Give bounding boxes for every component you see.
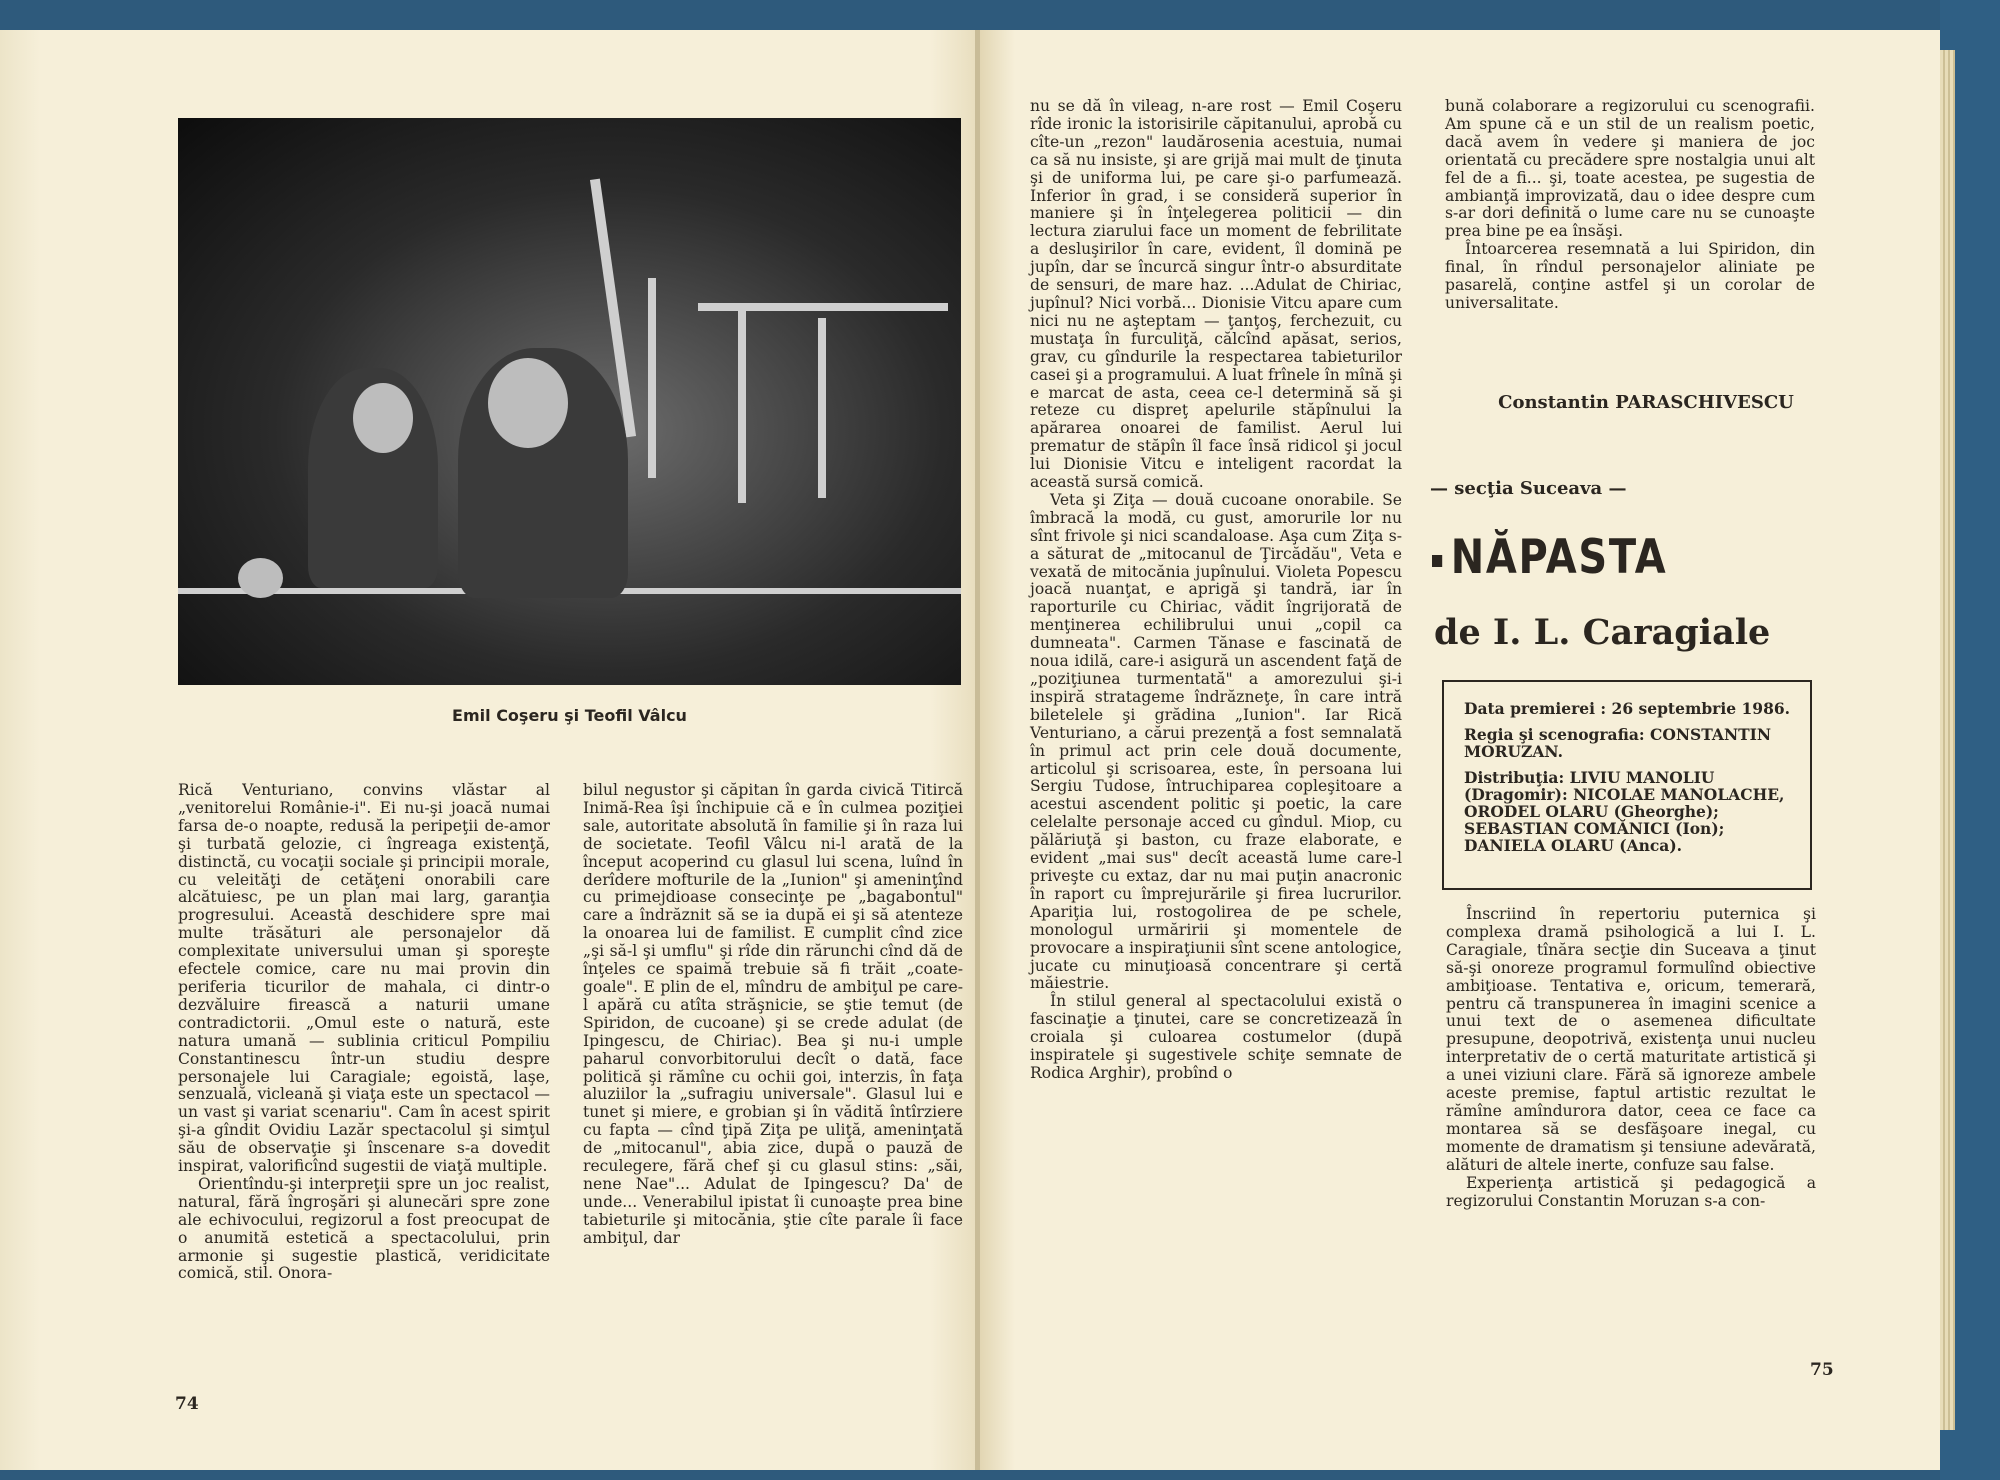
premiere-date: Data premierei : 26 septembrie 1986. — [1464, 699, 1791, 718]
paragraph: Înscriind în repertoriu puternica şi complexa dramă psihologică a lui I. L. Caragiale, tînăra secţie din Suceava a ţinut să-şi onoreze programul formulînd obiective ambiţioase. Tentativa e, oricum, temerară, pentru că transpunerea în imagini scenice a unui text de o asemenea dificultate presupune, deopotrivă, existenţa unui nucleu interpretativ de o certă maturitate artistică şi a unei viziuni clare. Fără să ignoreze ambele aceste premise, faptul artistic rezultat le rămîne amîndurora dator, ceea ce face ca montarea să se desfăşoare inegal, cu momente de dramatism şi tensiune adevărată, alături de altele inerte, confuze sau false. — [1446, 905, 1816, 1174]
play-author: de I. L. Caragiale — [1434, 612, 1771, 653]
paragraph: Rică Venturiano, convins vlăstar al „venitorelui Românie‑i". Ei nu-şi joacă numai farsa de-o noapte, redusă la peripeţii de-amor şi turbată gelozie, ci îngreaga existenţă, distinctă, cu vocaţii sociale şi principii morale, cu veleităţi de cetăţeni onorabili care alcătuiesc, pe un plan mai larg, garanţia progresului. Această deschidere spre mai multe trăsături ale personajelor dă complexitate universului uman şi sporeşte efectele comice, care nu mai provin din periferia ticurilor de mahala, ci dintr-o dezvăluire firească a naturii umane contradictorii. „Omul este o natură, este natura umană — sublinia criticul Pompiliu Constantinescu într-un studiu despre personajele lui Caragiale; egoistă, laşe, senzuală, vicleană şi viaţa este un spectacol — un vast şi variat scenariu". Cam în acest spirit şi-a gîndit Ovidiu Lazăr spectacolul şi simţul său de observaţie şi înscenare s-a dovedit inspirat, valorificînd sugestii de viaţă multiple. — [178, 781, 550, 1176]
paragraph: bilul negustor şi căpitan în garda civică Titircă Inimă-Rea îşi închipuie că e în culmea poziţiei sale, autoritate absolută în familie şi în raza lui de societate. Teofil Vâlcu ni-l arată de la început acoperind cu glasul lui scena, luînd în derîdere mofturile de la „Iunion" şi ameninţînd cu primejdioase consecinţe pe „bagabontul" care a îndrăznit să se ia după ei şi să atenteze la onoarea lui de familist. E cumplit cînd zice „şi să-l şi umflu" şi rîde din rărunchi cînd dă de înţeles ce spaimă trebuie să fi trăit „coate-goale". E plin de el, mîndru de ambiţul pe care-l apără cu atîta străşnicie, se ştie temut (de Spiridon, de cucoane) şi se crede adulat (de Ipingescu, de Chiriac). Bea şi nu-i umple paharul convorbitorului decît o dată, face politică şi rămîne cu ochii goi, interzis, în faţa aluziilor la „sufragiu universale". Glasul lui e tunet şi miere, e grobian şi în vădită întîrziere cu fapta — cînd ţipă Ziţa pe uliţă, ameninţată de „mitocanul", abia zice, după o pauză de reculegere, fără chef şi cu glasul stins: „săi, nene Nae"... Adulat de Ipingescu? Da' de unde... Venerabilul ipistat îi cunoaşte prea bine tabieturile şi mitocănia, ştie cîte parale îi face ambiţul, dar — [583, 781, 963, 1247]
paragraph: nu se dă în vileag, n-are rost — Emil Coşeru rîde ironic la istorisirile căpitanului, aprobă cu cîte-un „rezon" laudărosenia acestuia, numai ca să nu insiste, şi are grijă mai mult de ţinuta şi de uniforma lui, pe care şi-o parfumează. Inferior în grad, i se consideră superior în maniere şi în înţelegerea politicii — din lectura ziarului face un moment de febrilitate a desluşirilor în care, evident, îl domină pe jupîn, dar se încurcă singur într-o absurditate de sensuri, de mare haz. ...Adulat de Chiriac, jupînul? Nici vorbă... Dionisie Vitcu apare cum nici nu ne aşteptam — ţanţoş, ferchezuit, cu mustaţa în furculiţă, călcînd apăsat, serios, grav, cu gîndurile la respectarea tabieturilor casei şi a programului. A luat frînele în mînă şi e marcat de asta, ceea ce-l determină să şi reteze cu dispreţ apelurile stăpînului la apărarea onoarei de familist. Aerul lui prematur de stăpîn îl face însă ridicol şi jocul lui Dionisie Vitcu e inteligent racordat la această sursă comică. — [1030, 97, 1402, 492]
paragraph: Întoarcerea resemnată a lui Spiridon, din final, în rîndul personajelor aliniate pe pasarelă, conţine astfel şi un corolar de universalitate. — [1445, 240, 1815, 312]
paragraph: bună colaborare a regizorului cu scenografii. Am spune că e un stil de un realism poetic, dacă avem în vedere şi maniera de joc orientată cu precădere spre nostalgia unui alt fel de a fi... şi, toate acestea, pe sugestia de ambianţă improvizată, dau o idee despre cum s-ar dori definită o lume care nu se cunoaşte prea bine pe ea însăşi. — [1445, 97, 1815, 241]
paragraph: Veta şi Ziţa — două cucoane onorabile. Se îmbracă la modă, cu gust, amorurile lor nu sînt frivole şi nici scandaloase. Aşa cum Ziţa s-a săturat de „mitocanul de Ţircădău", Veta e vexată de mitocănia jupînului. Violeta Popescu joacă nuanţat, e aprigă şi tandră, iar în raporturile cu Chiriac, vădit îngrijorată de menţinerea echilibrului unui „copil ca dumneata". Carmen Tănase e fascinată de noua idilă, care-i asigură un ascendent faţă de „poziţiunea turmentată" a amorezului şi-i inspiră stratageme îndrăzneţe, în care intră biletelele şi grădina „Iunion". Iar Rică Venturiano, a cărui prezenţă a fost semnalată în primul act prin cele două documente, articolul şi scrisoarea, este, în persoana lui Sergiu Tudose, întruchiparea copleşitoare a acestui ascendent politic şi poetic, la care celelalte personaje acced cu gîndul. Miop, cu pălăriuţă şi baston, cu fraze elaborate, e evident „mai sus" decît această lume care-l priveşte cu extaz, dar nu mai puţin anacronic în raport cu împrejurările şi firea lucrurilor. Apariţia lui, rostogolirea de pe schele, monologul urmăririi şi momentele de provocare a inspiraţiunii sînt scene antologice, jucate cu minuţioasă concentrare şi certă măiestrie. — [1030, 490, 1402, 993]
page-number-right: 75 — [1810, 1360, 1834, 1380]
text-column-3 — [1030, 98, 1402, 1083]
play-title-text: NĂPASTA — [1450, 530, 1668, 585]
cast-list: Distribuţia: LIVIU MANOLIU (Dragomir): NICOLAE MANOLACHE, ORODEL OLARU (Gheorghe); SEBASTIAN COMĂNICI (Ion); DANIELA OLARU (Anca). — [1464, 768, 1785, 855]
photo-caption: Emil Coşeru şi Teofil Vâlcu — [452, 706, 687, 725]
direction-credit: Regia şi scenografia: CONSTANTIN MORUZAN. — [1464, 725, 1772, 761]
text-column-4-top — [1445, 98, 1815, 313]
paragraph: Orientîndu-şi interpreţii spre un joc realist, natural, fără îngroşări şi alunecări spre zone ale echivocului, regizorul a fost preocupat de o anumită estetică a spectacolului, prin armonie şi sugestie plastică, veridicitate comică, stil. Onora- — [178, 1174, 550, 1283]
left-page — [0, 30, 980, 1470]
paragraph: Experienţa artistică şi pedagogică a regizorului Constantin Moruzan s-a con- — [1446, 1173, 1816, 1210]
section-heading: — secţia Suceava — — [1430, 478, 1627, 499]
bullet-icon — [1432, 555, 1442, 567]
article-signature: Constantin PARASCHIVESCU — [1498, 392, 1794, 413]
page-number-left: 74 — [175, 1394, 199, 1414]
production-infobox — [1442, 680, 1812, 890]
text-column-4-bottom — [1446, 906, 1816, 1210]
text-column-1 — [178, 782, 550, 1283]
stage-photo — [178, 118, 961, 685]
text-column-2 — [583, 782, 963, 1248]
play-title — [1432, 530, 1667, 585]
paragraph: În stilul general al spectacolului există o fascinaţie a ţinutei, care se concretizează în croiala şi culoarea costumelor (după inspiratele şi sugestivele schiţe semnate de Rodica Arghir), probînd o — [1030, 992, 1402, 1082]
